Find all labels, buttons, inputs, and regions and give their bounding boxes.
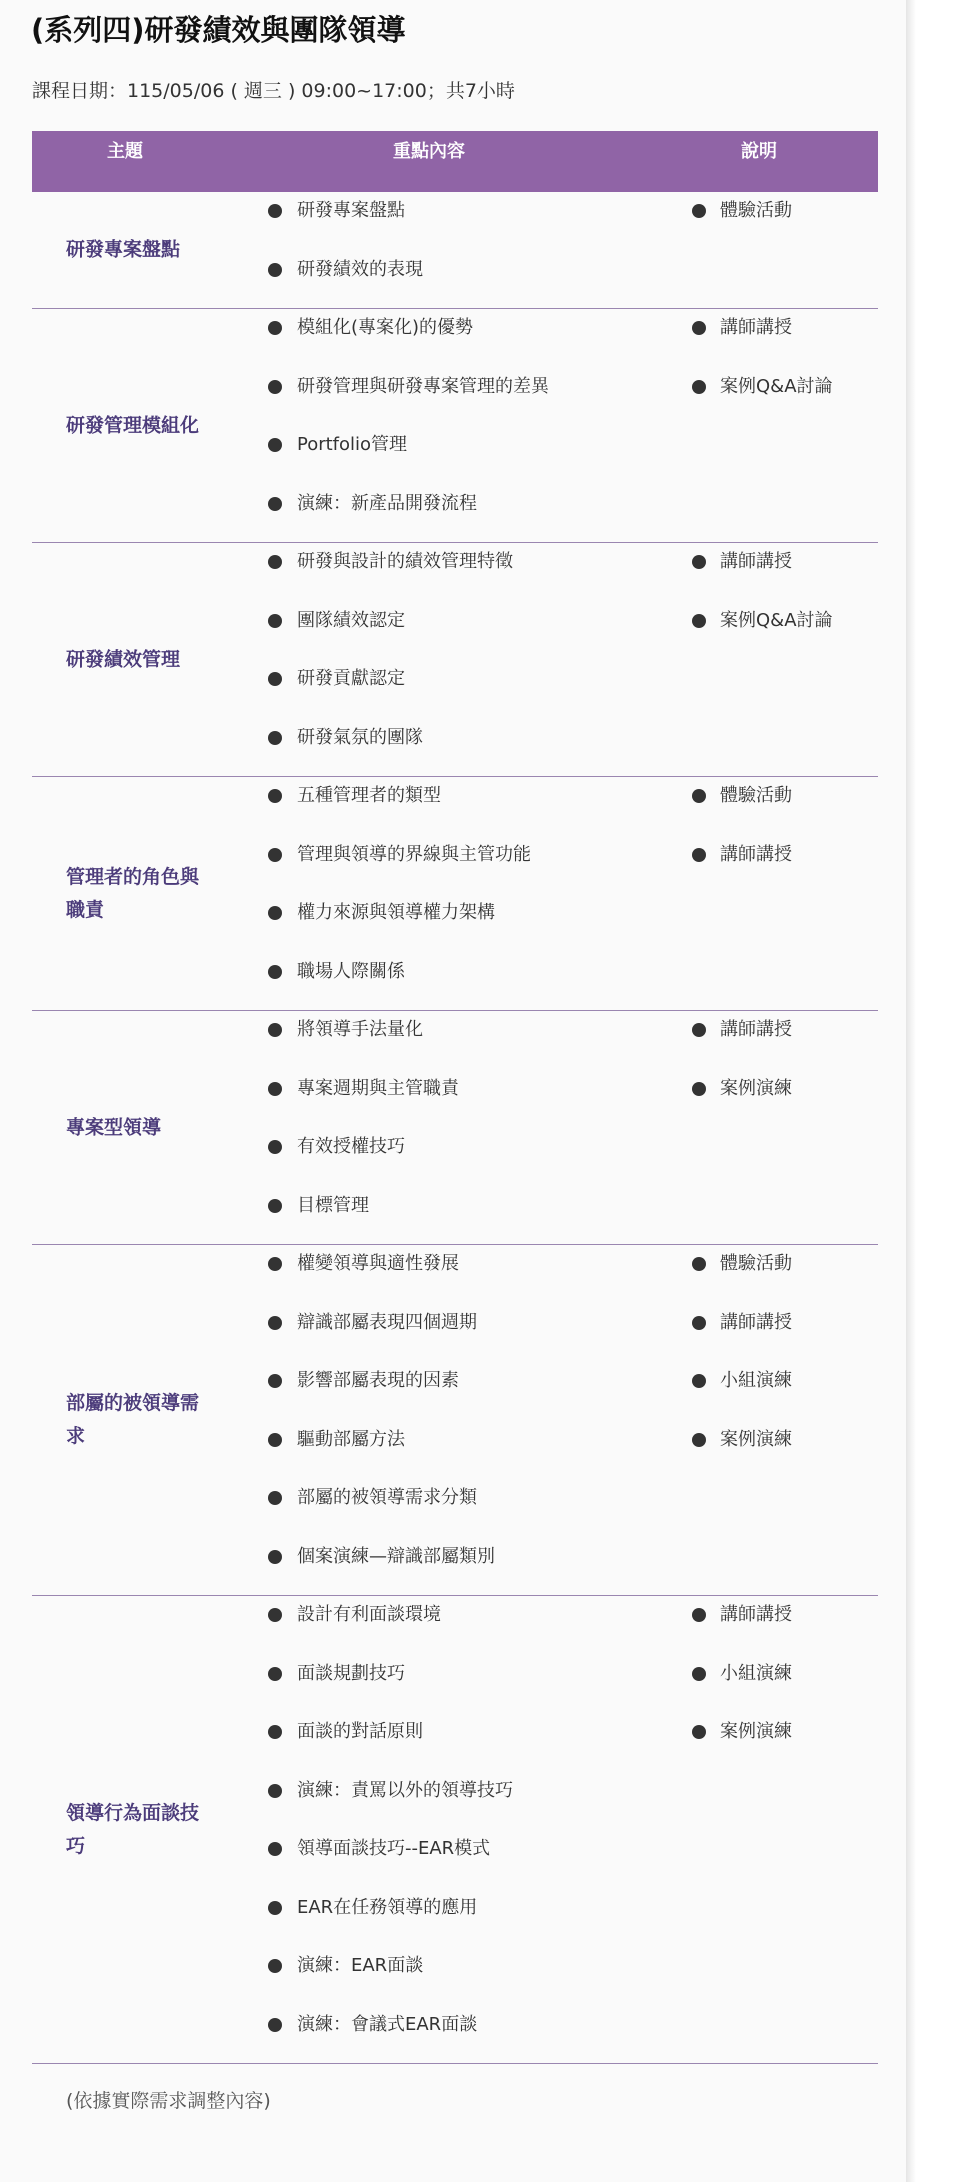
content-item-text: 研發績效的表現 [297,259,423,280]
bullet-icon [692,614,706,628]
bullet-icon [692,204,706,218]
header-notes: 說明 [741,141,777,162]
note-item [32,370,878,404]
content-item-text: 將領導手法量化 [297,1019,423,1040]
content-item-text: 研發氣氛的團隊 [297,727,423,748]
note-item-text: 案例演練 [720,1078,792,1099]
bullet-icon [692,1433,706,1447]
content-item-text: 權變領導與適性發展 [297,1253,459,1274]
note-item [32,1247,878,1281]
note-item [32,779,878,813]
note-item-text: 講師講授 [720,1312,792,1333]
content-item [32,2008,878,2042]
content-item-text: 目標管理 [297,1195,369,1216]
bullet-icon [692,1082,706,1096]
content-item-text: 研發管理與研發專案管理的差異 [297,376,549,397]
bullet-icon [268,497,282,511]
table-row [32,1245,878,1596]
bullet-icon [692,1374,706,1388]
content-item [32,428,878,462]
content-item [32,1481,878,1515]
content-item-text: Portfolio管理 [297,434,408,455]
bullet-icon [268,1784,282,1798]
note-item [32,1657,878,1691]
row-topic: 研發績效管理 [66,648,181,670]
content-item-text: 專案週期與主管職責 [297,1078,459,1099]
bullet-icon [692,1316,706,1330]
note-item-text: 案例Q&A討論 [720,610,833,631]
content-item-text: 影響部屬表現的因素 [297,1370,459,1391]
bullet-icon [692,848,706,862]
row-topic: 研發專案盤點 [66,238,181,261]
content-item [32,1949,878,1983]
content-item [32,1540,878,1574]
content-item [32,1774,878,1808]
content-item-text: 權力來源與領導權力架構 [297,902,495,923]
bullet-icon [268,1550,282,1564]
header-topic: 主題 [107,141,143,162]
note-item-text: 體驗活動 [720,785,792,806]
row-topic: 專案型領導 [66,1116,162,1138]
content-item-text: 研發貢獻認定 [297,668,405,689]
content-item-text: 研發專案盤點 [297,200,405,221]
content-item [32,955,878,989]
note-item-text: 講師講授 [720,844,792,865]
table-row [32,1596,878,2064]
note-item [32,194,878,228]
content-item-text: 面談的對話原則 [297,1721,423,1742]
content-item-text: 個案演練—辯識部屬類別 [297,1546,495,1567]
note-item [32,1013,878,1047]
content-item [32,896,878,930]
content-item-text: 研發與設計的績效管理特徵 [297,551,513,572]
bullet-icon [268,731,282,745]
note-item-text: 小組演練 [720,1663,792,1684]
footnote: (依據實際需求調整內容) [66,2090,271,2112]
note-item [32,1715,878,1749]
note-item-text: 案例演練 [720,1429,792,1450]
content-item-text: 設計有利面談環境 [297,1604,441,1625]
content-item-text: 演練：責罵以外的領導技巧 [297,1780,513,1801]
note-item [32,311,878,345]
course-date: 課程日期：115/05/06 ( 週三 ) 09:00~17:00；共7小時 [32,80,515,102]
header-content: 重點內容 [393,141,465,162]
bullet-icon [268,1140,282,1154]
row-topic: 研發管理模組化 [66,414,200,436]
note-item [32,1423,878,1457]
note-item [32,1306,878,1340]
bullet-icon [692,1667,706,1681]
content-item-text: 辯識部屬表現四個週期 [297,1312,477,1333]
note-item-text: 講師講授 [720,551,792,572]
table-row [32,309,878,543]
note-item [32,1598,878,1632]
bullet-icon [692,1725,706,1739]
bullet-icon [268,672,282,686]
bullet-icon [692,555,706,569]
content-item-text: EAR在任務領導的應用 [297,1897,478,1918]
bullet-icon [268,965,282,979]
note-item [32,1364,878,1398]
note-item [32,838,878,872]
content-item [32,1832,878,1866]
bullet-icon [692,1257,706,1271]
content-item-text: 領導面談技巧--EAR模式 [297,1838,491,1859]
note-item-text: 體驗活動 [720,1253,792,1274]
content-item-text: 驅動部屬方法 [297,1429,405,1450]
content-item [32,662,878,696]
bullet-icon [268,1842,282,1856]
bullet-icon [268,1491,282,1505]
bullet-icon [268,1959,282,1973]
table-header [32,131,878,192]
row-topic: 管理者的角色與職責 [66,865,200,921]
bullet-icon [268,1199,282,1213]
content-item-text: 管理與領導的界線與主管功能 [297,844,531,865]
page-edge-shadow [906,0,916,2182]
note-item-text: 案例演練 [720,1721,792,1742]
bullet-icon [268,2018,282,2032]
content-item-text: 有效授權技巧 [297,1136,405,1157]
bullet-icon [268,1901,282,1915]
content-item [32,1130,878,1164]
note-item-text: 講師講授 [720,1019,792,1040]
content-item [32,253,878,287]
bullet-icon [692,789,706,803]
content-item [32,1891,878,1925]
table-row [32,1011,878,1245]
row-topic: 領導行為面談技巧 [66,1801,200,1857]
content-item-text: 職場人際關係 [297,961,405,982]
content-item-text: 部屬的被領導需求分類 [297,1487,477,1508]
content-item-text: 模組化(專案化)的優勢 [297,317,474,338]
note-item [32,604,878,638]
table-row [32,192,878,309]
note-item-text: 案例Q&A討論 [720,376,833,397]
bullet-icon [268,263,282,277]
note-item [32,545,878,579]
bullet-icon [268,438,282,452]
content-item-text: 五種管理者的類型 [297,785,441,806]
bullet-icon [692,1608,706,1622]
bullet-icon [692,321,706,335]
table-row [32,777,878,1011]
note-item-text: 講師講授 [720,317,792,338]
row-topic: 部屬的被領導需求 [66,1392,200,1447]
content-item [32,721,878,755]
note-item-text: 小組演練 [720,1370,792,1391]
note-item [32,1072,878,1106]
bullet-icon [268,906,282,920]
content-item-text: 演練：會議式EAR面談 [297,2014,478,2035]
content-item-text: 演練：新產品開發流程 [297,493,477,514]
content-item [32,1189,878,1223]
note-item-text: 體驗活動 [720,200,792,221]
note-item-text: 講師講授 [720,1604,792,1625]
table-row [32,543,878,777]
content-item-text: 演練：EAR面談 [297,1955,424,1976]
content-item-text: 團隊績效認定 [297,610,405,631]
content-item-text: 面談規劃技巧 [297,1663,405,1684]
bullet-icon [692,1023,706,1037]
content-item [32,487,878,521]
page-title: (系列四)研發績效與團隊領導 [31,13,406,47]
bullet-icon [692,380,706,394]
